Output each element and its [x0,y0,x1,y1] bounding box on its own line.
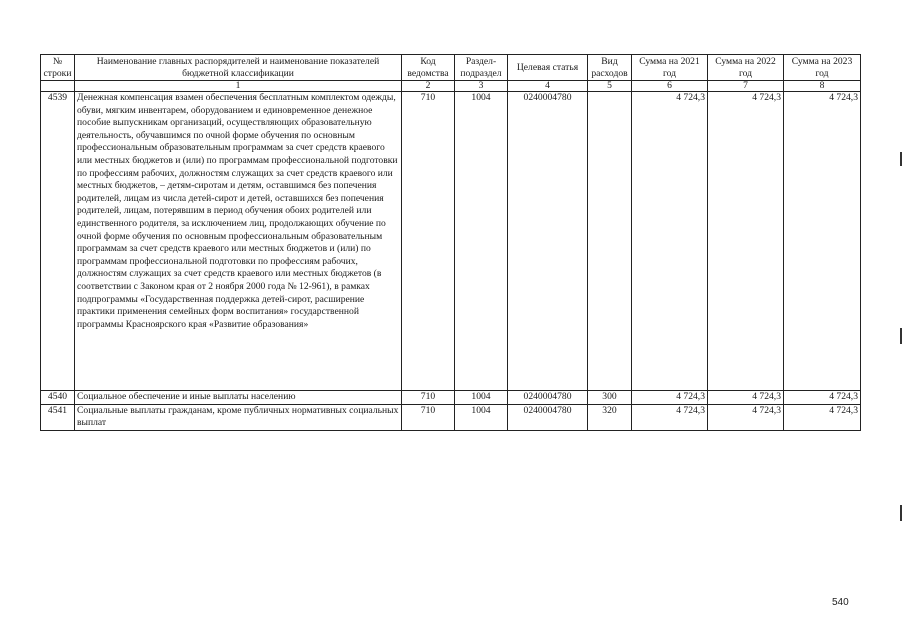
column-number: 4 [508,81,588,92]
header-target: Целевая статья [508,55,588,81]
page-number: 540 [832,597,849,608]
budget-table [40,54,861,431]
header-row [41,55,861,81]
row-sum-2022: 4 724,3 [708,404,784,430]
row-sum-2023: 4 724,3 [784,92,861,391]
row-dept-code: 710 [402,404,455,430]
row-name: Социальные выплаты гражданам, кроме публичных нормативных социальных выплат [75,404,402,430]
scan-edge-mark [900,152,902,166]
row-sum-2023: 4 724,3 [784,391,861,405]
table-row [41,404,861,430]
row-section: 1004 [455,391,508,405]
header-name: Наименование главных распорядителей и наименование показателей бюджетной классификации [75,55,402,81]
row-dept-code: 710 [402,391,455,405]
budget-table-container [40,54,860,431]
column-number: 1 [75,81,402,92]
row-sum-2021: 4 724,3 [632,391,708,405]
row-sum-2022: 4 724,3 [708,391,784,405]
row-section: 1004 [455,92,508,391]
column-number: 7 [708,81,784,92]
table-row [41,92,861,391]
header-section: Раздел-подраздел [455,55,508,81]
row-exp-type: 300 [588,391,632,405]
column-number: 6 [632,81,708,92]
column-number: 5 [588,81,632,92]
row-number: 4539 [41,92,75,391]
scan-edge-mark [900,328,902,344]
row-target: 0240004780 [508,404,588,430]
column-number: 8 [784,81,861,92]
header-row-no: № строки [41,55,75,81]
header-exp-type: Вид расходов [588,55,632,81]
row-sum-2021: 4 724,3 [632,404,708,430]
column-number: 2 [402,81,455,92]
column-number: 3 [455,81,508,92]
row-sum-2023: 4 724,3 [784,404,861,430]
header-sum-2021: Сумма на 2021 год [632,55,708,81]
row-exp-type [588,92,632,391]
row-dept-code: 710 [402,92,455,391]
row-target: 0240004780 [508,92,588,391]
row-section: 1004 [455,404,508,430]
row-name: Денежная компенсация взамен обеспечения бесплатным комплектом одежды, обуви, мягким инвентарем, оборудованием и единовременное денежное пособие выпускникам организаций, осуществляющих образовательную деятельность, обучавшимся по очной форме обучения по основным профессиональным образовательным программам за счет средств краевого или местных бюджетов и (или) по программам профессиональной подготовки по профессиям рабочих, должностям служащих за счет средств краевого или местных бюджетов, – детям-сиротам и детям, оставшимся без попечения родителей, лицам из числа детей-сирот и детей, оставшихся без попечения родителей, лицам, потерявшим в период обучения обоих родителей или единственного родителя, за исключением лиц, продолжающих обучение по очной форме обучения по основным профессиональным образовательным программам за счет средств краевого или местных бюджетов и (или) по программам профессиональной подготовки по профессиям рабочих, должностям служащих за счет средств краевого или местных бюджетов (в соответствии с Законом края от 2 ноября 2000 года № 12-961), в рамках подпрограммы «Государственная поддержка детей-сирот, расширение практики применения семейных форм воспитания» государственной программы Красноярского края «Развитие образования» [75,92,402,391]
row-number: 4541 [41,404,75,430]
header-sum-2022: Сумма на 2022 год [708,55,784,81]
column-number [41,81,75,92]
row-number: 4540 [41,391,75,405]
header-sum-2023: Сумма на 2023 год [784,55,861,81]
row-sum-2021: 4 724,3 [632,92,708,391]
row-exp-type: 320 [588,404,632,430]
column-number-row [41,81,861,92]
scan-edge-mark [900,505,902,521]
header-dept-code: Код ведомства [402,55,455,81]
row-name: Социальное обеспечение и иные выплаты населению [75,391,402,405]
table-row [41,391,861,405]
row-target: 0240004780 [508,391,588,405]
row-sum-2022: 4 724,3 [708,92,784,391]
